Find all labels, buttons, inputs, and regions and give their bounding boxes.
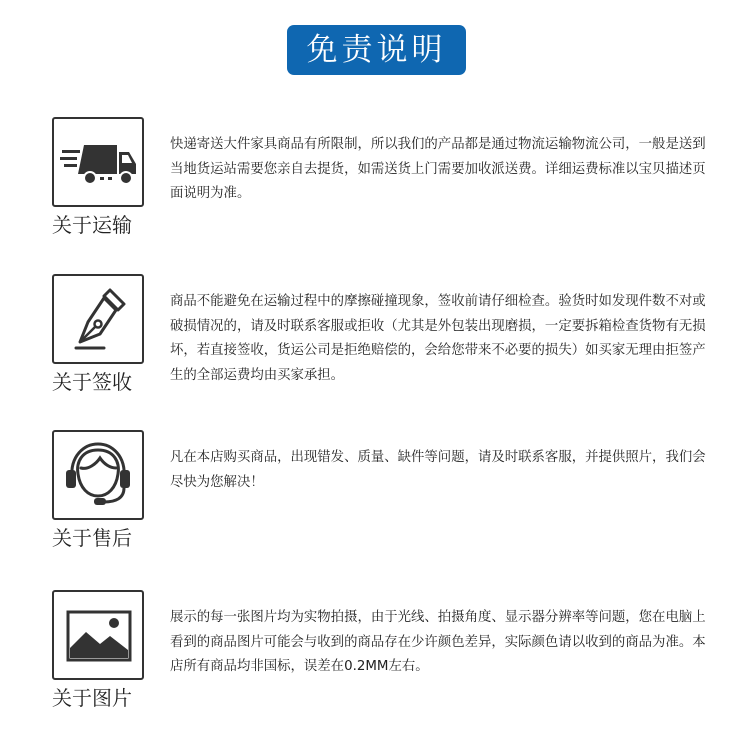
icon-frame <box>52 430 144 520</box>
section-text: 快递寄送大件家具商品有所限制，所以我们的产品都是通过物流运输物流公司，一般是送到当地货运站需要您亲自去提货，如需送货上门需要加收派送费。详细运费标准以宝贝描述页面说明为准。 <box>170 137 706 201</box>
icon-frame <box>52 590 144 680</box>
pen-nib-icon <box>54 276 142 362</box>
section-shipping <box>0 117 750 257</box>
section-pictures <box>0 590 750 730</box>
section-text: 展示的每一张图片均为实物拍摄，由于光线、拍摄角度、显示器分辨率等问题，您在电脑上看到的商品图片可能会与收到的商品存在少许颜色差异，实际颜色请以收到的商品为准。本店所有商品均非国标，误差在0.2MM左右。 <box>170 610 706 674</box>
image-icon <box>54 592 142 678</box>
icon-frame <box>52 274 144 364</box>
page-title: 免责说明 <box>287 25 466 75</box>
section-text: 凡在本店购买商品，出现错发、质量、缺件等问题，请及时联系客服，并提供照片，我们会尽快为您解决！ <box>170 450 706 490</box>
icon-frame <box>52 117 144 207</box>
section-signing <box>0 274 750 414</box>
section-text: 商品不能避免在运输过程中的摩擦碰撞现象，签收前请仔细检查。验货时如发现件数不对或破损情况的，请及时联系客服或拒收（尤其是外包装出现磨损，一定要拆箱检查货物有无损坏，若直接签收，货运公司是拒绝赔偿的，会给您带来不必要的损失）如买家无理由拒签产生的全部运费均由买家承担。 <box>170 294 706 383</box>
section-label: 关于签收 <box>52 370 132 394</box>
section-label: 关于售后 <box>52 526 132 550</box>
section-label: 关于图片 <box>52 686 132 710</box>
section-label: 关于运输 <box>52 213 132 237</box>
truck-icon <box>54 119 142 205</box>
headset-icon <box>54 432 142 518</box>
section-after-sales <box>0 430 750 570</box>
